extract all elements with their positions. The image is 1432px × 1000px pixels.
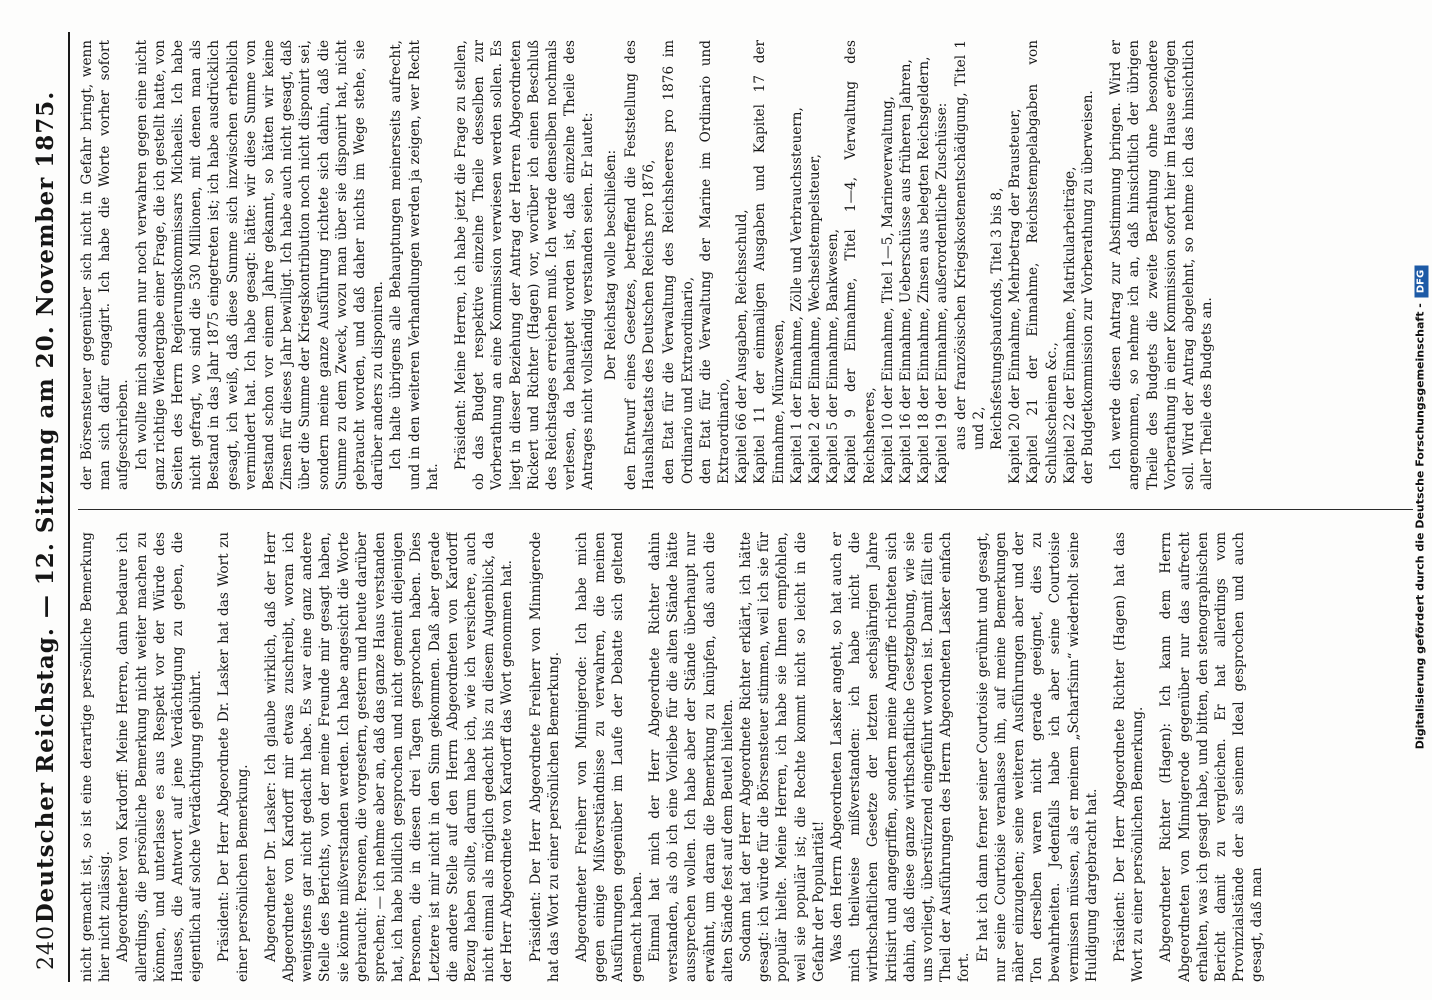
- dfg-badge: DFG: [1415, 266, 1429, 297]
- motion-heading: Der Reichstag wolle beschließen:: [602, 149, 619, 381]
- page-title: Deutscher Reichstag. — 12. Sitzung am 20. November 1875.: [32, 90, 59, 924]
- president-statement: Präsident: Der Herr Abgeordnete Richter (Hagen) hat das Wort zu einer persönlichen Bemerkung.: [1111, 532, 1147, 982]
- motion-item: Kapitel 18 der Einnahme, Zinsen aus belegten Reichsgeldern,: [916, 56, 933, 484]
- watermark-text: Digitalisierung gefördert durch die Deutsche Forschungsgemeinschaft -: [1413, 303, 1427, 750]
- motion-item: Kapitel 22 der Einnahme, Matrikularbeiträge,: [1061, 166, 1078, 484]
- motion-text: den Entwurf eines Gesetzes, betreffend die Feststellung des Haushaltsetats des Deutschen Reichs pro 1876,: [622, 40, 658, 490]
- president-statement: Präsident: Der Herr Abgeordnete Freiherr von Minnigerode hat das Wort zu einer persönlichen Bemerkung.: [527, 532, 562, 982]
- dfg-watermark: [1414, 158, 1429, 858]
- motion-item: Kapitel 20 der Einnahme, Mehrbetrag der Brausteuer,: [1007, 108, 1024, 484]
- right-column: [78, 40, 1418, 490]
- page-header: [28, 32, 70, 982]
- motion-item: Kapitel 11 der einmaligen Ausgaben und Kapitel 17 der Einnahme, Münzwesen,: [752, 40, 787, 484]
- page-number: 240: [34, 925, 59, 970]
- paragraph: Ich halte übrigens alle Behauptungen meinerseits aufrecht, und in den weiteren Verhandlungen werden ja zeigen, wer Recht hat.: [388, 40, 441, 490]
- column-divider: [78, 509, 1413, 510]
- paragraph: Sodann hat der Herr Abgeordnete Richter erklärt, ich hätte gesagt: ich würde für die Börsensteuer stimmen, weil ich sie für populär hielte. Meine Herren, ich habe sie Ihnen empfohlen, weil sie populär ist; die Rechte kommt nicht so leicht in die Gefahr der Popularität!: [737, 532, 827, 982]
- motion-item: aus der französischen Kriegskostenentschädigung, Titel 1 und 2,: [952, 40, 987, 450]
- paragraph: nicht gemacht ist, so ist eine derartige persönliche Bemerkung hier nicht zulässig.: [79, 532, 114, 982]
- paragraph: Was den Herrn Abgeordneten Lasker angeht, so hat auch er mich theilweise mißverstanden: ich habe nicht die wirthschaftlichen Gesetze der letzten sechsjährigen Jahre kritisirt und angegriffen, sondern meine Angriffe richteten sich dahin, daß diese ganze wirthschaftliche Gesetzgebung, wie sie uns vorliegt, überstürzend eingeführt worden ist. Damit fällt ein Theil der Ausführungen des Herrn Abgeordneten Lasker einfach fort.: [828, 532, 973, 982]
- motion-item: Kapitel 21 der Einnahme, Reichsstempelabgaben von Schlußscheinen &c.,: [1025, 40, 1060, 484]
- motion-item: Kapitel 2 der Einnahme, Wechselstempelsteuer,: [806, 154, 823, 484]
- motion-item: Kapitel 16 der Einnahme, Ueberschüsse aus früheren Jahren,: [897, 59, 914, 484]
- motion-item: Kapitel 5 der Einnahme, Bankwesen,: [825, 228, 842, 484]
- paragraph: Einmal hat mich der Herr Abgeordnete Richter dahin verstanden, als ob ich eine Vorliebe für die alten Stände hätte aussprechen wollen. Ich habe aber der Stände überhaupt nur erwähnt, um daran die Bemerkung zu knüpfen, daß auch die alten Stände fest auf dem Beutel hielten.: [646, 532, 736, 982]
- motion-item: Kapitel 9 der Einnahme, Titel 1—4, Verwaltung des Reichsheeres,: [843, 40, 878, 484]
- president-statement: Präsident: Meine Herren, ich habe jetzt die Frage zu stellen, ob das Budget respektive einzelne Theile desselben zur Vorberathung an eine Kommission verwiesen werden sollen. Es liegt in dieser Beziehung der Antrag der Herren Abgeordneten Rickert und Richter (Hagen) vor, worüber ich einen Beschluß des Reichstages erreichen muß. Ich werde denselben nochmals verlesen, da behauptet worden ist, daß einzelne Theile des Antrages nicht vollständig verstanden seien. Er lautet:: [453, 40, 597, 490]
- president-statement: Präsident: Der Herr Abgeordnete Dr. Lasker hat das Wort zu einer persönlichen Bemerkung.: [216, 532, 251, 982]
- motion-item: Kapitel 19 der Einnahme, außerordentliche Zuschüsse:: [934, 102, 951, 484]
- motion-item: Kapitel 10 der Einnahme, Titel 1—5, Marineverwaltung,: [879, 96, 896, 484]
- motion-item: den Etat für die Verwaltung der Marine im Ordinario und Extraordinario,: [697, 40, 732, 484]
- paragraph: der Börsensteuer gegenüber sich nicht in Gefahr bringt, wenn man sich dafür engagirt. Ich habe die Worte vorher sofort aufgeschrieben.: [79, 40, 132, 490]
- paragraph: Abgeordneter Dr. Lasker: Ich glaube wirklich, daß der Herr Abgeordnete von Kardorff mir etwas zuschreibt, woran ich wenigstens gar nicht gedacht habe. Es war eine ganz andere Stelle des Berichts, von der meine Freunde mir gesagt haben, sie könnte mißverstanden werden. Ich habe angesicht die Worte gebraucht: Personen, die vorgestern, gestern und heute darüber sprechen; — ich nehme aber an, daß das ganze Haus verstanden hat, ich habe bildlich gesprochen und nicht gemeint diejenigen Personen, die in diesen drei Tagen gesprochen haben. Dies Letztere ist mir nicht in den Sinn gekommen. Daß aber gerade die andere Stelle auf den Herrn Abgeordneten von Kardorff Bezug haben sollte, darum habe ich, wie ich versichere, auch nicht einmal als möglich gedacht bis zu diesem Augenblick, da der Herr Abgeordnete von Kardorff das Wort genommen hat.: [262, 532, 516, 982]
- motion-item: Kapitel 1 der Einnahme, Zölle und Verbrauchssteuern,: [788, 107, 805, 484]
- motion-item: den Etat für die Verwaltung des Reichsheeres pro 1876 im Ordinario und Extraordinario,: [661, 40, 696, 484]
- paragraph: Ich werde diesen Antrag zur Abstimmung bringen. Wird er angenommen, so nehme ich an, daß hinsichtlich der übrigen Theile des Budgets die zweite Berathung ohne besondere Vorberathung in einer Kommission sofort hier im Hause erfolgen soll. Wird der Antrag abgelehnt, so nehme ich das hinsichtlich aller Theile des Budgets an.: [1108, 40, 1216, 490]
- left-column: [78, 532, 1418, 982]
- paragraph: Abgeordneter von Kardorff: Meine Herren, dann bedaure ich allerdings, die persönliche Bemerkung nicht weiter machen zu können, und unterlasse es aus Respekt vor der Würde des Hauses, die Antwort auf jene Verdächtigung zu geben, die eigentlich auf solche Verdächtigung gebührt.: [115, 532, 205, 982]
- motion-item: Reichsfestungsbaufonds, Titel 3 bis 8,: [988, 187, 1005, 450]
- motion-item: der Budgetkommission zur Vorberathung zu überweisen.: [1079, 90, 1096, 484]
- paragraph: Abgeordneter Freiherr von Minnigerode: Ich habe mich gegen einige Mißverständnisse zu verwahren, die meinen Ausführungen gegenüber im Laufe der Debatte sich geltend gemacht haben.: [574, 532, 645, 982]
- paragraph: Er hat ich dann ferner seiner Courtoisie gerühmt und gesagt, nur seine Courtoisie veranlasse ihn, auf meine Bemerkungen näher einzugehen; seine weiteren Ausführungen aber und der Ton derselben waren nicht gerade geeignet, dies zu bewahrheiten. Jedenfalls habe ich aber seine Courtoisie vermissen müssen, als er meinem „Scharfsinn“ wiederholt seine Huldigung dargebracht hat.: [974, 532, 1100, 982]
- motion-item: Kapitel 66 der Ausgaben, Reichsschuld,: [734, 209, 751, 484]
- paragraph: Ich wollte mich sodann nur noch verwahren gegen eine nicht ganz richtige Wiedergabe einer Frage, die ich gestellt hatte, von Seiten des Herrn Regierungskommissars Michaelis. Ich habe nicht gefragt, wo sind die 530 Millionen, mit denen man als Bestand in das Jahr 1875 eingetreten ist; ich habe ausdrücklich gesagt, ich weiß, daß diese Summe sich inzwischen erheblich vermindert hat. Ich habe gesagt: hätte: wir diese Summe von Bestand schon vor einem Jahre gekannt, so hätten wir keine Zinsen für dieses Jahr bewilligt. Ich habe auch nicht gesagt, daß über die Summe der Kriegskontribution noch nicht disponirt sei, sondern meine ganze Ausführung richtete sich dahin, daß die Summe zu dem Zweck, wozu man über sie disponirt hat, nicht gebraucht worden, und daß daher nichts im Wege stehe, sie darüber anders zu disponiren.: [133, 40, 387, 490]
- paragraph: Abgeordneter Richter (Hagen): Ich kann dem Herrn Abgeordneten von Minnigerode gegenüber nur das aufrecht erhalten, was ich gesagt habe, und bitten, den stenographischen Bericht damit zu vergleichen. Er hat allerdings vom Provinzialstände der als seinem Ideal gesprochen und auch gesagt, daß man: [1158, 532, 1266, 982]
